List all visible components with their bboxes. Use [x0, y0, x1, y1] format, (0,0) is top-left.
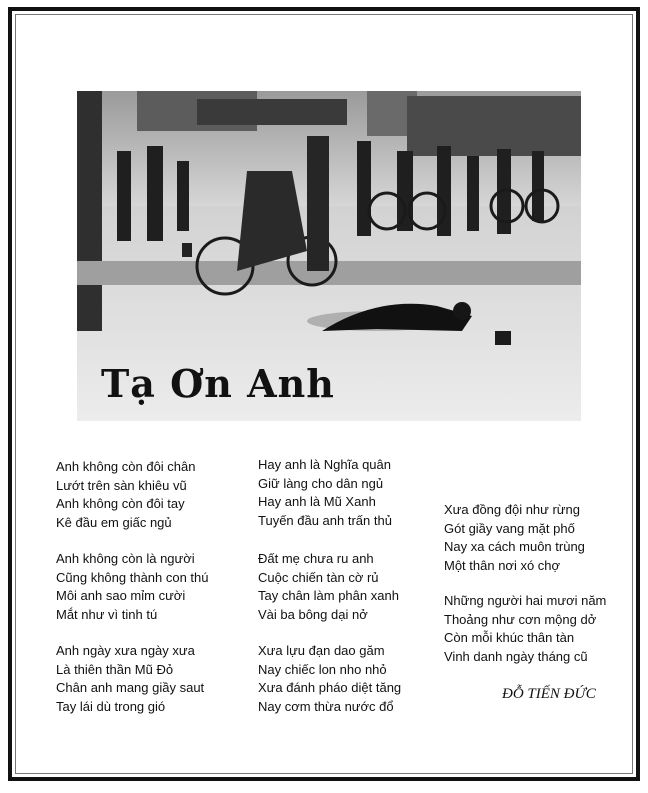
stanza-3	[56, 642, 204, 716]
poem-line: Tay chân làm phân xanh	[258, 588, 399, 603]
poem-line: Môi anh sao mỉm cười	[56, 588, 186, 603]
poem-line: Hay anh là Mũ Xanh	[258, 494, 376, 509]
poem-line: Hay anh là Nghĩa quân	[258, 457, 391, 472]
poem-line: Lướt trên sàn khiêu vũ	[56, 477, 187, 493]
poem-line: Tay lái dù trong gió	[56, 698, 166, 714]
poem-line: Vinh danh ngày tháng cũ	[444, 648, 588, 664]
page-border	[8, 7, 640, 781]
stanza-5	[258, 550, 399, 624]
stanza-6	[258, 642, 401, 716]
poem-line: Cuộc chiến tàn cờ rủ	[258, 569, 379, 585]
author-signature: ĐỖ TIẾN ĐỨC	[502, 686, 596, 702]
poem-line: Đất mẹ chưa ru anh	[258, 551, 374, 566]
poem-line: Cũng không thành con thú	[56, 569, 209, 585]
poem-line: Giữ làng cho dân ngủ	[258, 475, 384, 491]
stanza-4	[258, 456, 392, 530]
poem-line: Còn mỗi khúc thân tàn	[444, 630, 575, 645]
poem-line: Những người hai mươi năm	[444, 593, 607, 608]
poem-title: Tạ Ơn Anh	[101, 361, 335, 406]
poem-line: Mắt như vì tinh tú	[56, 606, 158, 622]
poem-line: Anh ngày xưa ngày xưa	[56, 643, 195, 658]
poem-line: Anh không còn đôi chân	[56, 459, 196, 474]
poem-line: Nay chiếc lon nho nhỏ	[258, 661, 387, 677]
poem-line: Thoảng như cơn mộng dở	[444, 611, 597, 627]
poem-line: Nay xa cách muôn trùng	[444, 539, 585, 554]
poem-line: Anh không còn đôi tay	[56, 496, 185, 511]
street-photo	[77, 91, 581, 421]
poem-line: Chân anh mang giầy saut	[56, 680, 205, 695]
stanza-2	[56, 550, 209, 624]
stanza-8	[444, 592, 606, 666]
poem-line: Xưa lựu đạn dao găm	[258, 643, 385, 658]
poem-line: Nay cơm thừa nước đổ	[258, 698, 394, 714]
poem-line: Anh không còn là người	[56, 551, 195, 566]
poem-line: Gót giầy vang mặt phố	[444, 520, 575, 536]
poem-line: Một thân nơi xó chợ	[444, 557, 561, 573]
poem-line: Tuyến đầu anh trấn thủ	[258, 512, 392, 528]
poem-line: Là thiên thần Mũ Đỏ	[56, 661, 174, 677]
poem-line: Vài ba bông dại nở	[258, 606, 368, 622]
poem-line: Xưa đánh pháo diệt tăng	[258, 680, 402, 695]
stanza-1	[56, 458, 196, 532]
stanza-7	[444, 501, 585, 575]
poem-line: Kê đầu em giấc ngủ	[56, 514, 172, 530]
poem-line: Xưa đồng đội như rừng	[444, 502, 580, 517]
